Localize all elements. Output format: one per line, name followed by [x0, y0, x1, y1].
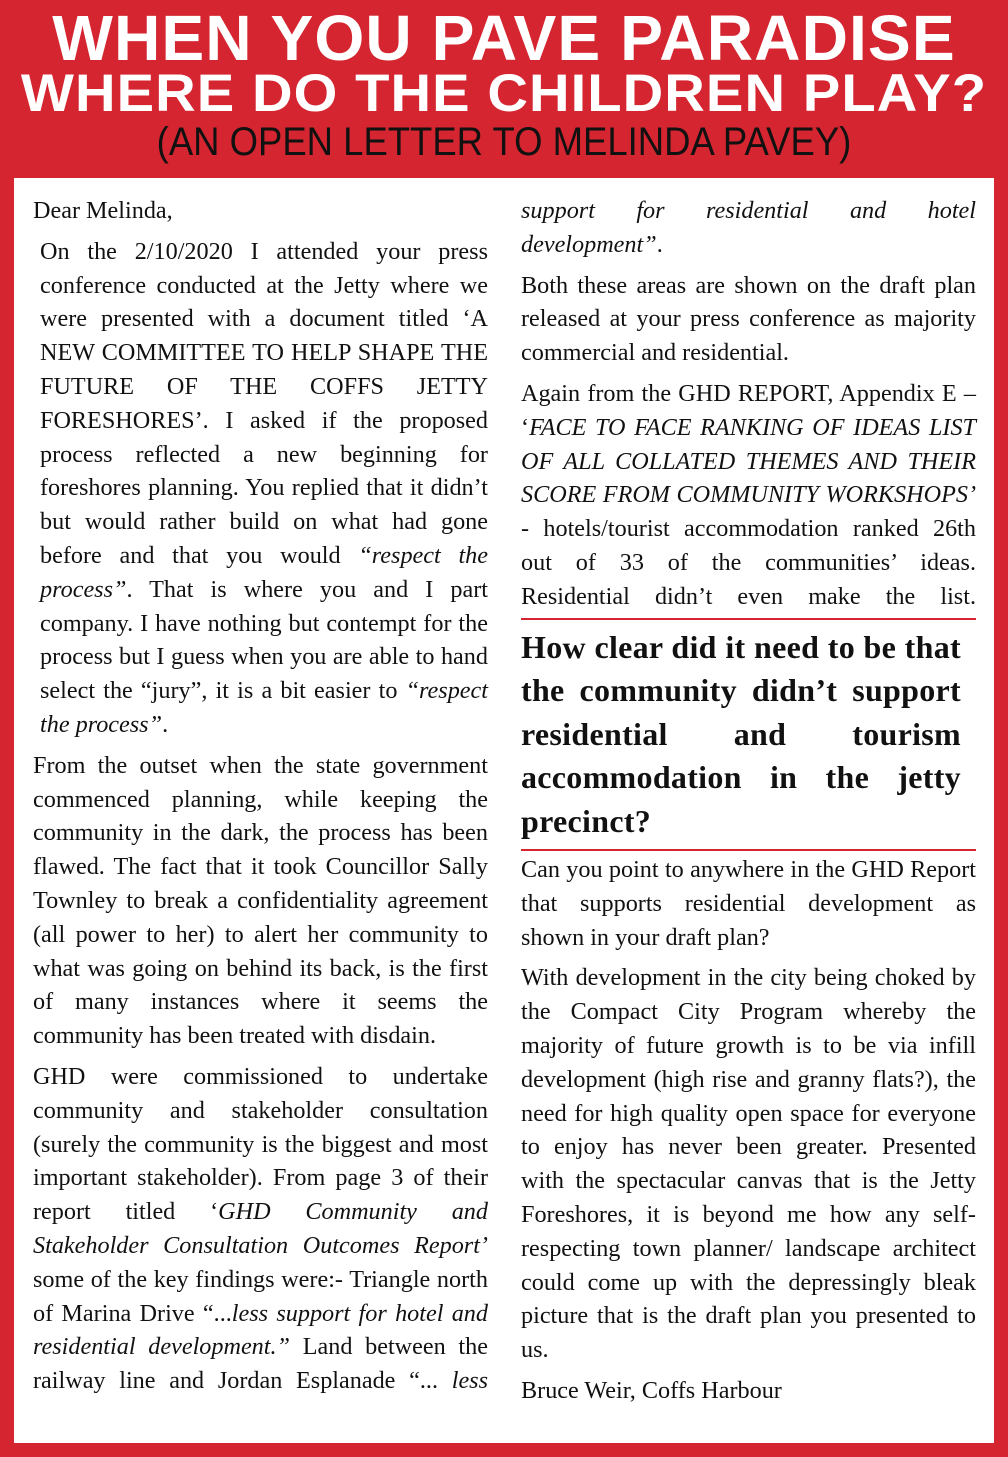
- paragraph-3-quote-1: less support for hotel and residential development.”: [33, 1299, 488, 1361]
- signature: Bruce Weir, Coffs Harbour: [521, 1377, 782, 1405]
- headline-line-2: WHERE DO THE CHILDREN PLAY?: [20, 64, 988, 124]
- paragraph-3-text-c: Land between the railway line and Jordan Esplanade “...: [33, 1333, 488, 1395]
- paragraph-3: [33, 1060, 488, 1398]
- paragraph-3-continued: [521, 194, 976, 262]
- header-banner: [0, 0, 1008, 178]
- pull-quote-text: How clear did it need to be that the community didn’t support residential and tourism accommodation in the jetty precinct?: [521, 628, 961, 839]
- salutation: Dear Melinda,: [33, 197, 173, 224]
- paragraph-1: [33, 235, 488, 742]
- letter-body: [14, 178, 994, 1443]
- subtitle: (AN OPEN LETTER TO MELINDA PAVEY): [156, 120, 852, 165]
- paragraph-3-text-a: GHD were commissioned to undertake community and stakeholder consultation (surely the community is the biggest and most important stakeholder). From page 3 of their report titled ‘: [33, 1062, 488, 1226]
- paragraph-3-report-title: GHD Community and Stakeholder Consultation Outcomes Report’: [33, 1198, 488, 1259]
- paragraph-3-quote-2: less: [451, 1367, 488, 1395]
- headline-line-1: WHEN YOU PAVE PARADISE: [52, 2, 956, 74]
- paragraph-1-quote-1: “respect the process”: [40, 541, 488, 603]
- paragraph-3-quote-2-cont: support for residential and hotel development”: [521, 197, 976, 258]
- paragraph-3-text-d: .: [656, 230, 663, 258]
- paragraph-5: [521, 377, 976, 614]
- paragraph-1-text-b: . That is where you and I part company. I have nothing but contempt for the process but I guess when you are able to hand select the “jury”, it is a bit easier to: [40, 575, 488, 705]
- right-column: [521, 194, 976, 1415]
- paragraph-5-text-a: Again from the GHD REPORT, Appendix E – ‘: [521, 379, 976, 441]
- divider-top: [521, 618, 976, 620]
- divider-bottom: [521, 849, 976, 851]
- paragraph-5-appendix-title: FACE TO FACE RANKING OF IDEAS LIST OF ALL COLLATED THEMES AND THEIR SCORE FROM COMMUNITY WORKSHOPS’: [521, 413, 976, 509]
- paragraph-5-text-b: - hotels/tourist accommodation ranked 26th out of 33 of the communities’ ideas. Residential didn’t even make the list.: [521, 515, 976, 610]
- paragraph-3-text-b: some of the key findings were:- Triangle north of Marina Drive “...: [33, 1265, 488, 1327]
- paragraph-1-text-a: On the 2/10/2020 I attended your press conference conducted at the Jetty where we were presented with a document titled ‘A NEW COMMITTEE TO HELP SHAPE THE FUTURE OF THE COFFS JETTY FORESHORES’. I asked if the proposed process reflected a new beginning for foreshores planning. You replied that it didn’t but would rather build on what had gone before and that you would: [40, 237, 488, 569]
- paragraph-4: Both these areas are shown on the draft plan released at your press conference as majority commercial and residential.: [521, 271, 976, 367]
- paragraph-2: From the outset when the state government commenced planning, while keeping the community in the dark, the process has been flawed. The fact that it took Councillor Sally Townley to break a confidentiality agreement (all power to her) to alert her community to what was going on behind its back, is the first of many instances where it seems the community has been treated with disdain.: [33, 751, 488, 1050]
- paragraph-6: Can you point to anywhere in the GHD Report that supports residential development as shown in your draft plan?: [521, 856, 976, 951]
- pull-quote: [521, 626, 961, 844]
- paragraph-1-text-c: .: [162, 710, 169, 738]
- paragraph-1-quote-2: “respect the process”: [40, 677, 488, 738]
- paragraph-7: With development in the city being choked by the Compact City Program whereby the majority of future growth is to be via infill development (high rise and granny flats?), the need for high quality open space for everyone to enjoy has never been greater. Presented with the spectacular canvas that is the Jetty Foreshores, it is beyond me how any self-respecting town planner/ landscape architect could come up with the depressingly bleak picture that is the draft plan you presented to us.: [521, 964, 976, 1364]
- left-column: [33, 194, 488, 1398]
